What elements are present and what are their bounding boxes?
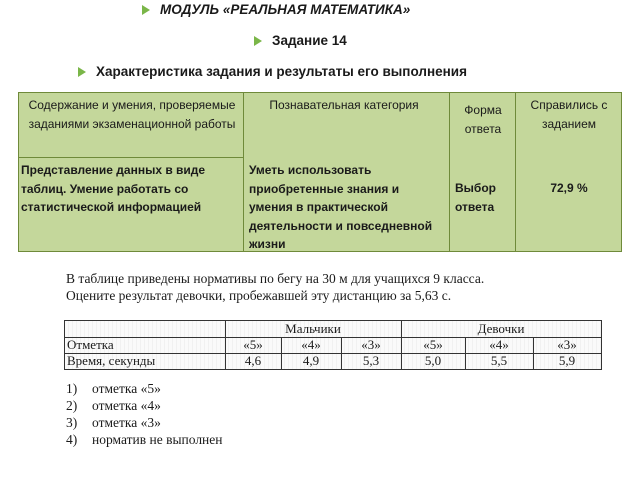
answer-text: норматив не выполнен bbox=[92, 432, 223, 447]
grade-cell: «4» bbox=[301, 337, 321, 352]
grade-cell: «5» bbox=[243, 337, 263, 352]
bullet-arrow-icon bbox=[142, 5, 150, 15]
answer-option bbox=[66, 397, 223, 414]
header-success: Справились с заданием bbox=[530, 98, 608, 131]
grade-cell: «4» bbox=[489, 337, 509, 352]
time-cell: 5,0 bbox=[424, 353, 442, 368]
problem-statement-line1: В таблице приведены нормативы по бегу на 30 м для учащихся 9 класса. bbox=[66, 271, 485, 286]
table-divider bbox=[449, 93, 450, 251]
task-title bbox=[254, 33, 347, 48]
module-title-text: МОДУЛЬ «РЕАЛЬНАЯ МАТЕМАТИКА» bbox=[160, 2, 411, 17]
grade-cell: «3» bbox=[361, 337, 381, 352]
row-success: 72,9 % bbox=[550, 181, 588, 195]
table-divider bbox=[515, 93, 516, 251]
characteristics-table bbox=[18, 92, 622, 252]
table-divider bbox=[19, 157, 243, 158]
grade-cell: «3» bbox=[557, 337, 577, 352]
answer-number: 2) bbox=[66, 398, 78, 413]
row-content: Представление данных в виде таблиц. Умение работать со статистической информацией bbox=[21, 163, 206, 214]
header-category: Познавательная категория bbox=[269, 98, 419, 112]
bullet-arrow-icon bbox=[254, 36, 262, 46]
header-content: Содержание и умения, проверяемые заданиями экзаменационной работы bbox=[28, 98, 236, 131]
time-cell: 5,3 bbox=[362, 353, 380, 368]
time-cell: 5,9 bbox=[558, 353, 576, 368]
answer-number: 4) bbox=[66, 432, 78, 447]
answer-options bbox=[66, 380, 223, 448]
grade-row-label: Отметка bbox=[67, 337, 114, 352]
task-title-text: Задание 14 bbox=[272, 33, 347, 48]
module-title bbox=[142, 2, 410, 17]
table-divider bbox=[243, 93, 244, 251]
answer-text: отметка «4» bbox=[92, 398, 161, 413]
row-answer-form: Выбор ответа bbox=[455, 181, 496, 214]
time-cell: 4,6 bbox=[244, 353, 262, 368]
grade-cell: «5» bbox=[423, 337, 443, 352]
girls-label: Девочки bbox=[477, 321, 525, 336]
boys-label: Мальчики bbox=[285, 321, 341, 336]
problem-scan bbox=[60, 266, 608, 480]
section-title-text: Характеристика задания и результаты его выполнения bbox=[96, 64, 467, 79]
answer-option bbox=[66, 380, 223, 397]
time-cell: 5,5 bbox=[490, 353, 508, 368]
row-category: Уметь использовать приобретенные знания и умения в практической деятельности и повседневной жизни bbox=[249, 163, 433, 251]
norms-table bbox=[64, 320, 602, 370]
section-title bbox=[78, 64, 467, 79]
answer-number: 3) bbox=[66, 415, 78, 430]
answer-text: отметка «5» bbox=[92, 381, 161, 396]
bullet-arrow-icon bbox=[78, 67, 86, 77]
answer-text: отметка «3» bbox=[92, 415, 161, 430]
header-answer-form: Форма ответа bbox=[464, 103, 502, 136]
problem-statement-line2: Оцените результат девочки, пробежавшей эту дистанцию за 5,63 с. bbox=[66, 288, 452, 303]
time-row-label: Время, секунды bbox=[67, 353, 156, 368]
answer-option bbox=[66, 431, 223, 448]
time-cell: 4,9 bbox=[302, 353, 320, 368]
answer-option bbox=[66, 414, 223, 431]
answer-number: 1) bbox=[66, 381, 78, 396]
